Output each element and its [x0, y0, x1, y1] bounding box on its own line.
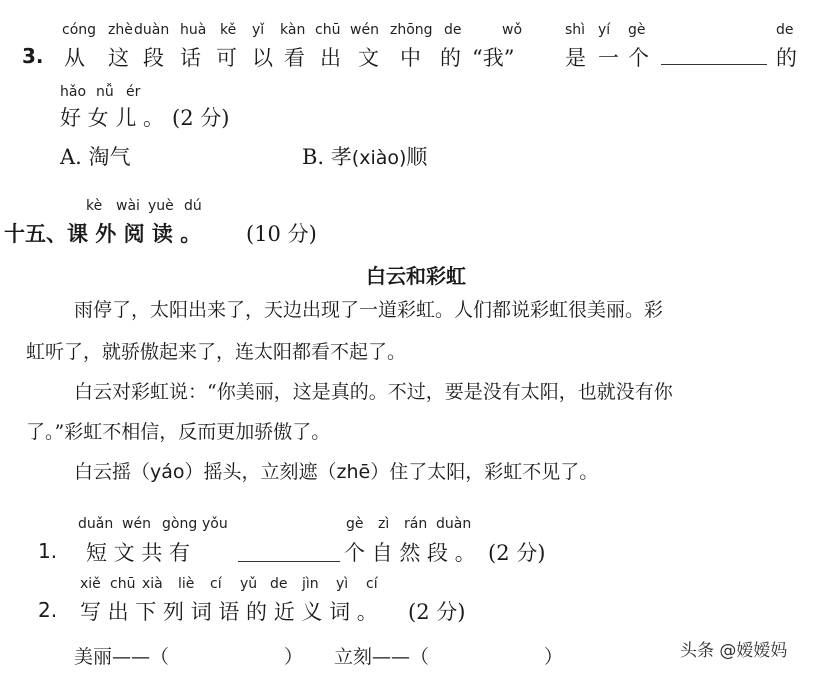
- pinyin: zhē: [336, 461, 371, 483]
- pinyin: yǒu: [202, 516, 228, 532]
- points: (2 分): [488, 541, 546, 565]
- paren-close: ）: [284, 646, 304, 668]
- pinyin: rán: [404, 516, 428, 532]
- pinyin: zhè: [108, 22, 133, 38]
- pinyin: yí: [598, 22, 611, 38]
- q3-line2-text: 好 女 儿 。: [60, 106, 165, 130]
- question-number: 2.: [38, 598, 58, 622]
- pinyin: kě: [220, 22, 237, 38]
- pinyin: yǔ: [240, 576, 258, 592]
- pinyin: cóng: [62, 22, 97, 38]
- pinyin: yáo: [150, 461, 185, 483]
- pinyin: de: [776, 22, 794, 38]
- paragraph: 虹听了，就骄傲起来了，连太阳都看不起了。: [26, 341, 407, 363]
- pinyin: wǒ: [502, 22, 523, 38]
- watermark: 头条 @嫒嫒妈: [680, 641, 788, 661]
- pinyin: kàn: [280, 22, 306, 38]
- section-title: 十五、课 外 阅 读 。: [4, 221, 202, 246]
- paragraph-part: ）住了太阳，彩虹不见了。: [370, 461, 599, 483]
- pinyin: kè: [86, 198, 103, 214]
- option-b-prefix: B. 孝: [302, 145, 352, 169]
- hanzi: 是: [565, 46, 586, 70]
- option-a[interactable]: A. 淘气: [60, 145, 131, 169]
- hanzi: 以: [252, 46, 273, 70]
- pinyin: liè: [178, 576, 195, 592]
- points: (10 分): [246, 222, 317, 246]
- pinyin: xià: [142, 576, 163, 592]
- hanzi: 可: [216, 46, 237, 70]
- pinyin: duàn: [436, 516, 472, 532]
- synonym-item-2: 立刻——（: [334, 646, 430, 668]
- pinyin: dú: [184, 198, 202, 214]
- pinyin: zhōng: [390, 22, 433, 38]
- question-number: 1.: [38, 539, 58, 563]
- hanzi: “我”: [472, 46, 515, 70]
- hanzi: 话: [180, 46, 201, 70]
- pinyin: chū: [315, 22, 341, 38]
- sub-question-text: 短 文 共 有: [86, 541, 191, 565]
- pinyin: wài: [116, 198, 140, 214]
- paren-close: ）: [544, 646, 564, 668]
- paragraph-part: ）摇头，立刻遮（: [184, 461, 337, 483]
- hanzi: 一: [598, 46, 619, 70]
- pinyin: huà: [180, 22, 207, 38]
- pinyin: xiě: [80, 576, 101, 592]
- answer-blank[interactable]: [238, 541, 340, 562]
- hanzi: 这: [108, 46, 129, 70]
- synonym-answer-1[interactable]: [196, 642, 282, 666]
- synonym-answer-2[interactable]: [456, 642, 542, 666]
- pinyin: de: [444, 22, 462, 38]
- pinyin: yì: [336, 576, 349, 592]
- paragraph: 雨停了，太阳出来了，天边出现了一道彩虹。人们都说彩虹很美丽。彩: [74, 299, 664, 321]
- hanzi: 看: [284, 46, 305, 70]
- answer-blank[interactable]: [661, 44, 767, 65]
- points: (2 分): [172, 106, 230, 130]
- pinyin: de: [270, 576, 288, 592]
- pinyin: shì: [565, 22, 586, 38]
- paragraph-part: 白云摇（: [74, 461, 151, 483]
- pinyin: gòng: [162, 516, 198, 532]
- pinyin: duǎn: [78, 516, 114, 532]
- pinyin: wén: [350, 22, 379, 38]
- pinyin: duàn: [134, 22, 170, 38]
- pinyin: cí: [210, 576, 222, 592]
- question-number: 3.: [22, 44, 44, 68]
- synonym-item-1: 美丽——（: [74, 646, 170, 668]
- hanzi: 从: [64, 46, 85, 70]
- hanzi: 出: [320, 46, 341, 70]
- hanzi: 个: [628, 46, 649, 70]
- option-b-pinyin: (xiào): [351, 147, 407, 169]
- pinyin: gè: [628, 22, 646, 38]
- pinyin: ér: [126, 84, 141, 100]
- paragraph: 了。”彩虹不相信，反而更加骄傲了。: [26, 421, 331, 443]
- paragraph: [74, 452, 598, 492]
- option-b[interactable]: [302, 141, 427, 171]
- story-title: 白云和彩虹: [366, 264, 466, 288]
- pinyin: yuè: [148, 198, 174, 214]
- pinyin: cí: [366, 576, 378, 592]
- hanzi: 文: [358, 46, 379, 70]
- pinyin: chū: [110, 576, 136, 592]
- paragraph: 白云对彩虹说：“你美丽，这是真的。不过，要是没有太阳，也就没有你: [74, 381, 673, 403]
- pinyin: jìn: [302, 576, 319, 592]
- pinyin: wén: [122, 516, 151, 532]
- pinyin: yǐ: [252, 22, 265, 38]
- option-b-suffix: 顺: [406, 145, 428, 169]
- sub-question-text: 写 出 下 列 词 语 的 近 义 词 。: [80, 600, 378, 624]
- hanzi: 中: [400, 46, 421, 70]
- pinyin: zì: [378, 516, 390, 532]
- hanzi: 段: [143, 46, 164, 70]
- hanzi: 的: [776, 46, 797, 70]
- hanzi: 的: [440, 46, 461, 70]
- sub-question-text: 个 自 然 段 。: [344, 541, 476, 565]
- pinyin: nǚ: [96, 84, 114, 100]
- points: (2 分): [408, 600, 466, 624]
- pinyin: gè: [346, 516, 364, 532]
- pinyin: hǎo: [60, 84, 87, 100]
